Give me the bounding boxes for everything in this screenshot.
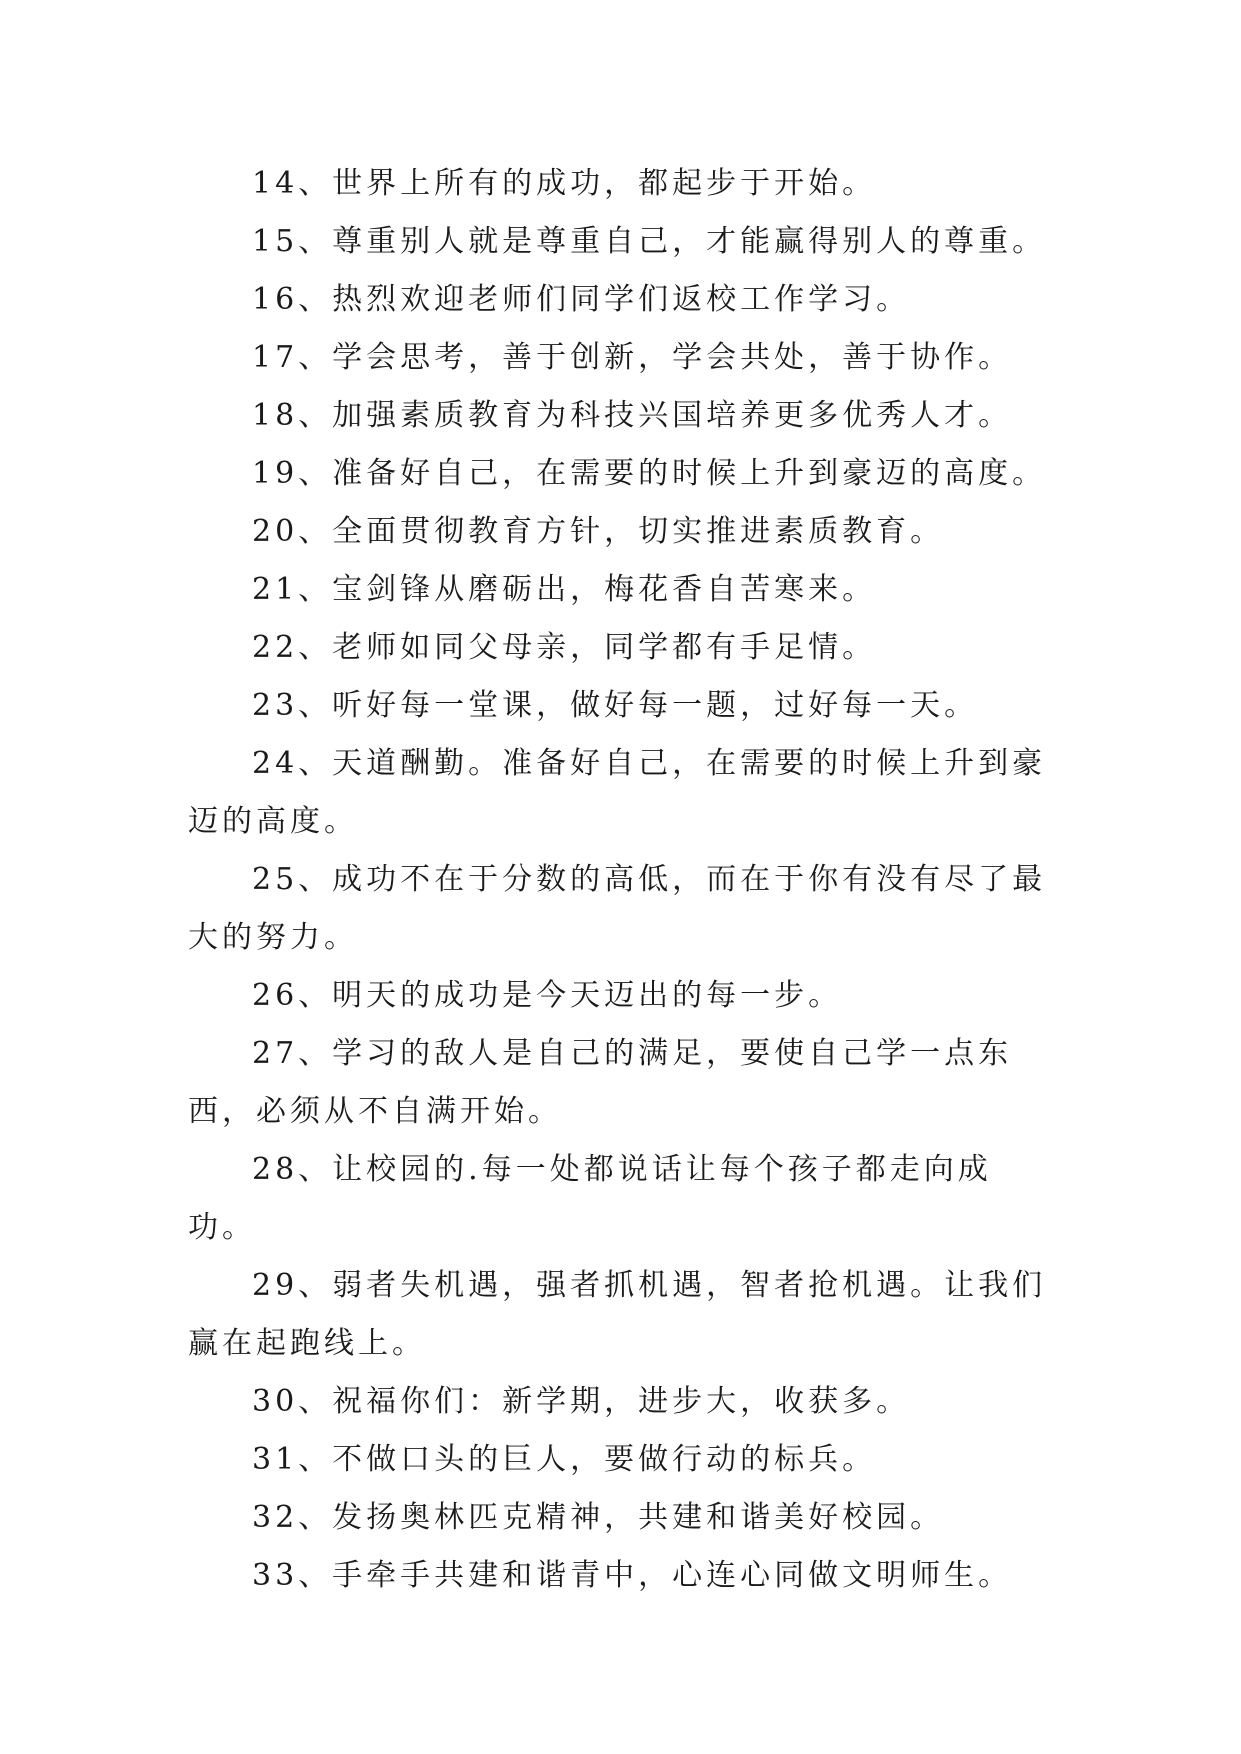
list-item: 18、加强素质教育为科技兴国培养更多优秀人才。 <box>252 398 1013 433</box>
list-item: 15、尊重别人就是尊重自己，才能赢得别人的尊重。 <box>252 224 1047 259</box>
list-item: 32、发扬奥林匹克精神，共建和谐美好校园。 <box>252 1500 945 1535</box>
list-item: 28、让校园的.每一处都说话让每个孩子都走向成功。 <box>188 1152 992 1245</box>
list-item: 29、弱者失机遇，强者抓机遇，智者抢机遇。让我们赢在起跑线上。 <box>188 1268 1047 1361</box>
list-item: 33、手牵手共建和谐青中，心连心同做文明师生。 <box>252 1558 1013 1593</box>
list-item: 23、听好每一堂课，做好每一题，过好每一天。 <box>252 688 979 723</box>
list-item: 25、成功不在于分数的高低，而在于你有没有尽了最大的努力。 <box>188 862 1047 955</box>
list-item: 30、祝福你们：新学期，进步大，收获多。 <box>252 1384 911 1419</box>
list-item: 17、学会思考，善于创新，学会共处，善于协作。 <box>252 340 1013 375</box>
list-item: 21、宝剑锋从磨砺出，梅花香自苦寒来。 <box>252 572 877 607</box>
slogan-list <box>188 155 1058 1605</box>
list-item: 19、准备好自己，在需要的时候上升到豪迈的高度。 <box>252 456 1047 491</box>
list-item: 24、天道酬勤。准备好自己，在需要的时候上升到豪迈的高度。 <box>188 746 1047 839</box>
list-item: 26、明天的成功是今天迈出的每一步。 <box>252 978 843 1013</box>
list-item: 22、老师如同父母亲，同学都有手足情。 <box>252 630 877 665</box>
list-item: 14、世界上所有的成功，都起步于开始。 <box>252 166 877 201</box>
list-item: 20、全面贯彻教育方针，切实推进素质教育。 <box>252 514 945 549</box>
list-item: 31、不做口头的巨人，要做行动的标兵。 <box>252 1442 877 1477</box>
list-item: 27、学习的敌人是自己的满足，要使自己学一点东西，必须从不自满开始。 <box>188 1036 1013 1129</box>
list-item: 16、热烈欢迎老师们同学们返校工作学习。 <box>252 282 911 317</box>
